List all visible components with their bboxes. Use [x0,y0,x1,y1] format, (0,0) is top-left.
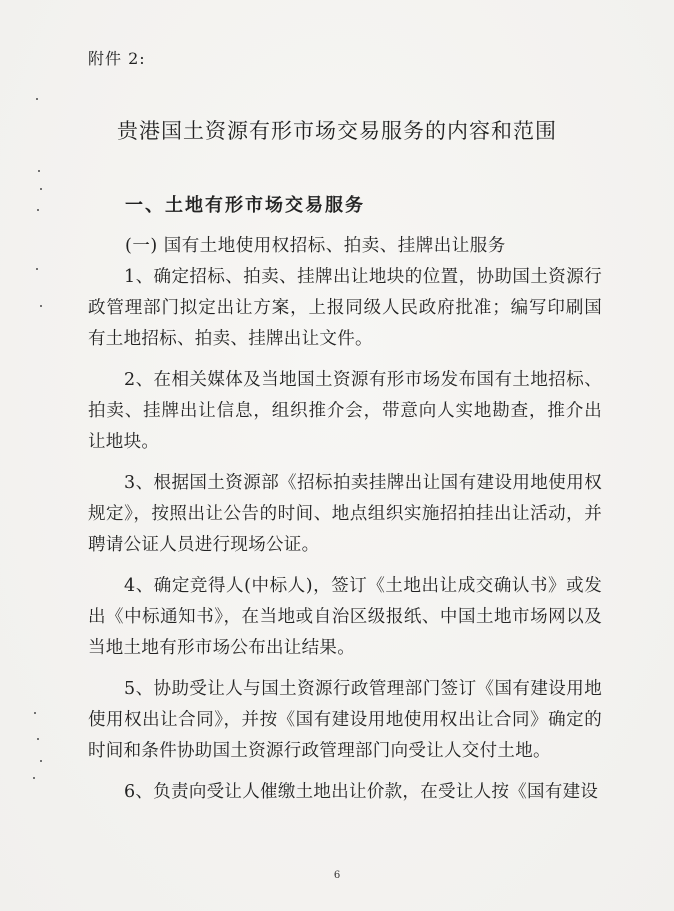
scan-speck [40,188,42,190]
document-title: 贵港国土资源有形市场交易服务的内容和范围 [117,119,557,143]
scan-speck [38,170,40,172]
paragraph-3: 3、根据国土资源部《招标拍卖挂牌出让国有建设用地使用权规定》，按照出让公告的时间、地点组织实施招拍挂出让活动，并聘请公证人员进行现场公证。 [88,473,602,555]
paragraph-4: 4、确定竞得人(中标人)，签订《土地出让成交确认书》或发出《中标通知书》，在当地或自治区级报纸、中国土地市场网以及当地土地有形市场公布出让结果。 [88,576,602,658]
scan-speck [40,760,42,762]
scan-speck [36,98,38,100]
scan-speck [33,777,35,779]
scan-speck [37,209,39,211]
paragraph-6: 6、负责向受让人催缴土地出让价款，在受让人按《国有建设 [124,782,599,802]
page-number: 6 [333,870,341,881]
paragraph-5: 5、协助受让人与国土资源行政管理部门签订《国有建设用地使用权出让合同》，并按《国有建设用地使用权出让合同》确定的时间和条件协助国土资源行政管理部门向受让人交付土地。 [88,679,602,761]
scan-speck [34,712,36,714]
paragraph-2: 2、在相关媒体及当地国土资源有形市场发布国有土地招标、拍卖、挂牌出让信息，组织推介会，带意向人实地勘查，推介出让地块。 [88,370,602,452]
section-heading: 一、土地有形市场交易服务 [125,195,365,216]
paragraph-1: 1、确定招标、拍卖、挂牌出让地块的位置，协助国土资源行政管理部门拟定出让方案，上报同级人民政府批准；编写印刷国有土地招标、拍卖、挂牌出让文件。 [88,267,602,349]
scan-speck [40,305,42,307]
scan-speck [36,268,38,270]
subsection-heading: (一) 国有土地使用权招标、拍卖、挂牌出让服务 [125,236,506,256]
attachment-label: 附件 2: [88,49,146,68]
scan-speck [37,738,39,740]
